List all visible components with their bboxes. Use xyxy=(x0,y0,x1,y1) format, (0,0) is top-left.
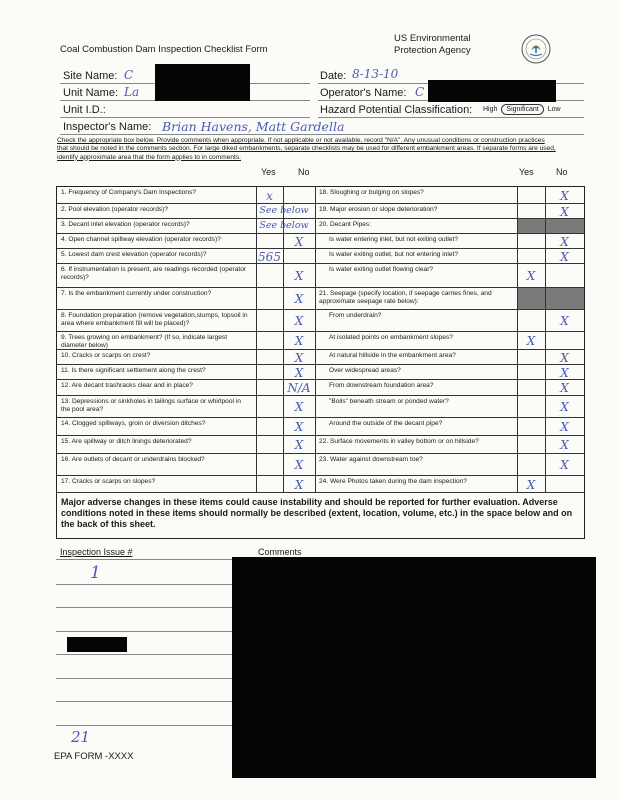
left-no-mark: X xyxy=(294,477,304,492)
right-no-mark: X xyxy=(560,314,569,328)
right-yes-mark: X xyxy=(526,334,536,348)
unit-name-label: Unit Name: xyxy=(63,87,119,99)
redaction-box xyxy=(67,637,127,652)
right-question-text: From underdrain? xyxy=(329,312,382,319)
date-label: Date: xyxy=(320,70,347,82)
right-question-text: From downstream foundation area? xyxy=(329,382,434,389)
left-no-mark: X xyxy=(294,438,304,452)
instructions-text: Check the appropriate box below. Provide comments when appropriate. If not applicable or not available, record "N/A". Any unusual conditions or construction practices that should be noted in the comments section. For large diked embankments, separate checklists may be used for different embankment areas. If separate forms are used, identify approximate area that the form applies to in comments. xyxy=(57,137,556,161)
left-question-text: 12. Are decant trashracks clear and in place? xyxy=(61,382,193,389)
redaction-box xyxy=(428,80,556,102)
left-no-mark: X xyxy=(294,350,304,365)
inspector-label: Inspector's Name: xyxy=(63,121,152,133)
hazard-high: High xyxy=(483,106,498,113)
column-divider xyxy=(256,187,257,493)
left-no-mark: X xyxy=(294,420,304,434)
operator-value: C xyxy=(415,85,425,99)
hazard-significant-circled: Significant xyxy=(501,104,543,115)
left-question-text: 9. Trees growing on embankment? (If so, indicate largest diameter below) xyxy=(61,334,228,349)
right-question-text: Is water exiting outlet flowing clear? xyxy=(329,266,434,273)
left-no-mark: X xyxy=(294,458,304,472)
right-no-mark: X xyxy=(560,249,569,264)
right-question-text: Around the outside of the decant pipe? xyxy=(329,420,443,427)
issue-line xyxy=(56,654,232,655)
left-yes-mark: 565 xyxy=(258,249,281,264)
column-divider xyxy=(545,187,546,493)
site-name-value: C xyxy=(124,68,134,82)
left-no-mark: X xyxy=(294,234,304,249)
right-no-mark: X xyxy=(560,188,569,203)
right-yes-header: Yes xyxy=(519,167,534,177)
right-question-text: At natural hillside in the embankment area? xyxy=(329,352,456,359)
right-question-text: Over widespread areas? xyxy=(329,367,401,374)
date-value: 8-13-10 xyxy=(352,67,399,81)
left-question-text: 10. Cracks or scarps on crest? xyxy=(61,352,151,359)
issue-line xyxy=(56,631,232,632)
right-question-text: At isolated points on embankment slopes? xyxy=(329,334,453,341)
unit-name-value: La xyxy=(124,85,140,99)
issue-line xyxy=(56,584,232,585)
right-no-mark: X xyxy=(560,350,569,365)
issue-line xyxy=(56,725,232,726)
right-question-text: Is water entering inlet, but not exiting outlet? xyxy=(329,236,459,243)
left-question-text: 1. Frequency of Company's Dam Inspections? xyxy=(61,189,197,196)
issue-line xyxy=(56,559,232,560)
issue-number-1: 1 xyxy=(90,563,101,583)
redaction-box xyxy=(155,64,250,101)
issue-line xyxy=(56,678,232,679)
right-no-mark: X xyxy=(560,365,569,380)
inspector-line xyxy=(60,134,584,135)
right-no-header: No xyxy=(556,167,568,177)
right-question-text: "Boils" beneath stream or ponded water? xyxy=(329,398,449,405)
right-no-mark: X xyxy=(560,420,569,434)
issue-number-21: 21 xyxy=(71,728,91,746)
left-question-text: 17. Cracks or scarps on slopes? xyxy=(61,478,156,485)
left-yes-header: Yes xyxy=(261,167,276,177)
left-no-mark: X xyxy=(294,292,304,306)
left-question-text: 13. Depressions or sinkholes in tailings surface or whirlpool in the pool area? xyxy=(61,398,241,413)
unit-id-line xyxy=(60,117,310,118)
left-question-text: 5. Lowest dam crest elevation (operator records)? xyxy=(61,251,207,258)
left-no-mark: N/A xyxy=(287,381,311,395)
comments-redaction xyxy=(232,557,596,778)
hazard-options xyxy=(483,104,561,115)
left-question-text: 2. Pool elevation (operator records)? xyxy=(61,206,169,213)
right-yes-mark: X xyxy=(526,269,536,283)
left-question-text: 11. Is there significant settlement along the crest? xyxy=(61,367,206,374)
column-divider xyxy=(315,187,316,493)
right-yes-mark: X xyxy=(526,477,536,492)
hazard-label: Hazard Potential Classification: xyxy=(320,104,473,116)
left-question-text: 4. Open channel spillway elevation (operator records)? xyxy=(61,236,221,243)
advisory-text: Major adverse changes in these items could cause instability and should be reported for further evaluation. Adverse conditions noted in these items should normally be described (extent, location, volume, etc.) in the space below and on the back of this sheet. xyxy=(61,497,573,529)
right-question-text: 20. Decant Pipes: xyxy=(319,221,372,228)
right-no-mark: X xyxy=(560,458,569,472)
left-no-mark: X xyxy=(294,365,304,380)
unit-id-label: Unit I.D.: xyxy=(63,104,106,116)
left-question-text: 14. Clogged spillways, groin or diversion ditches? xyxy=(61,420,206,427)
right-question-text: 23. Water against downstream toe? xyxy=(319,456,423,463)
right-no-mark: X xyxy=(560,438,569,452)
right-no-mark: X xyxy=(560,204,569,219)
issue-line xyxy=(56,607,232,608)
comments-header: Comments xyxy=(258,547,302,557)
right-question-text: 22. Surface movements in valley bottom or on hillside? xyxy=(319,438,479,445)
left-question-text: 8. Foundation preparation (remove vegetation,stumps, topsoil in area where embankment fill will be placed)? xyxy=(61,312,248,327)
left-question-text: 16. Are outlets of decant or underdrains blocked? xyxy=(61,456,205,463)
left-no-mark: X xyxy=(294,334,304,348)
operator-label: Operator's Name: xyxy=(320,87,407,99)
epa-seal-icon xyxy=(521,34,551,64)
right-question-text: 19. Major erosion or slope deterioration? xyxy=(319,206,438,213)
right-question-text: 18. Sloughing or bulging on slopes? xyxy=(319,189,424,196)
left-yes-mark: See below xyxy=(259,204,309,216)
inspector-value: Brian Havens, Matt Gardella xyxy=(162,119,345,134)
site-name-label: Site Name: xyxy=(63,70,118,82)
agency-line-1: US Environmental xyxy=(394,33,471,44)
form-number: EPA FORM -XXXX xyxy=(54,751,134,762)
issue-line xyxy=(56,701,232,702)
inspection-checklist-table xyxy=(56,186,585,539)
right-question-text: 21. Seepage (specify location, if seepage carries fines, and approximate seepage rate below): xyxy=(319,290,492,305)
right-question-text: 24. Were Photos taken during the dam inspection? xyxy=(319,478,467,485)
left-question-text: 15. Are spillway or ditch linings deteriorated? xyxy=(61,438,192,445)
right-no-mark: X xyxy=(560,234,569,249)
left-question-text: 6. If instrumentation is present, are readings recorded (operator records)? xyxy=(61,266,247,281)
inspection-issue-header: Inspection Issue # xyxy=(60,547,133,557)
left-yes-mark: See below xyxy=(259,219,309,231)
left-no-header: No xyxy=(298,167,310,177)
agency-name xyxy=(394,33,471,57)
agency-line-2: Protection Agency xyxy=(394,45,471,56)
right-no-mark: X xyxy=(560,381,569,395)
right-question-text: Is water exiting outlet, but not entering inlet? xyxy=(329,251,459,258)
form-title: Coal Combustion Dam Inspection Checklist Form xyxy=(60,44,268,55)
left-no-mark: X xyxy=(294,314,304,328)
left-yes-mark: x xyxy=(266,188,273,203)
column-divider xyxy=(283,187,284,493)
left-question-text: 7. Is the embankment currently under construction? xyxy=(61,290,212,297)
column-divider xyxy=(517,187,518,493)
hazard-low: Low xyxy=(547,106,561,113)
left-question-text: 3. Decant inlet elevation (operator records)? xyxy=(61,221,190,228)
left-no-mark: X xyxy=(294,400,304,414)
right-no-mark: X xyxy=(560,400,569,414)
left-no-mark: X xyxy=(294,269,304,283)
hazard-line xyxy=(318,117,584,118)
